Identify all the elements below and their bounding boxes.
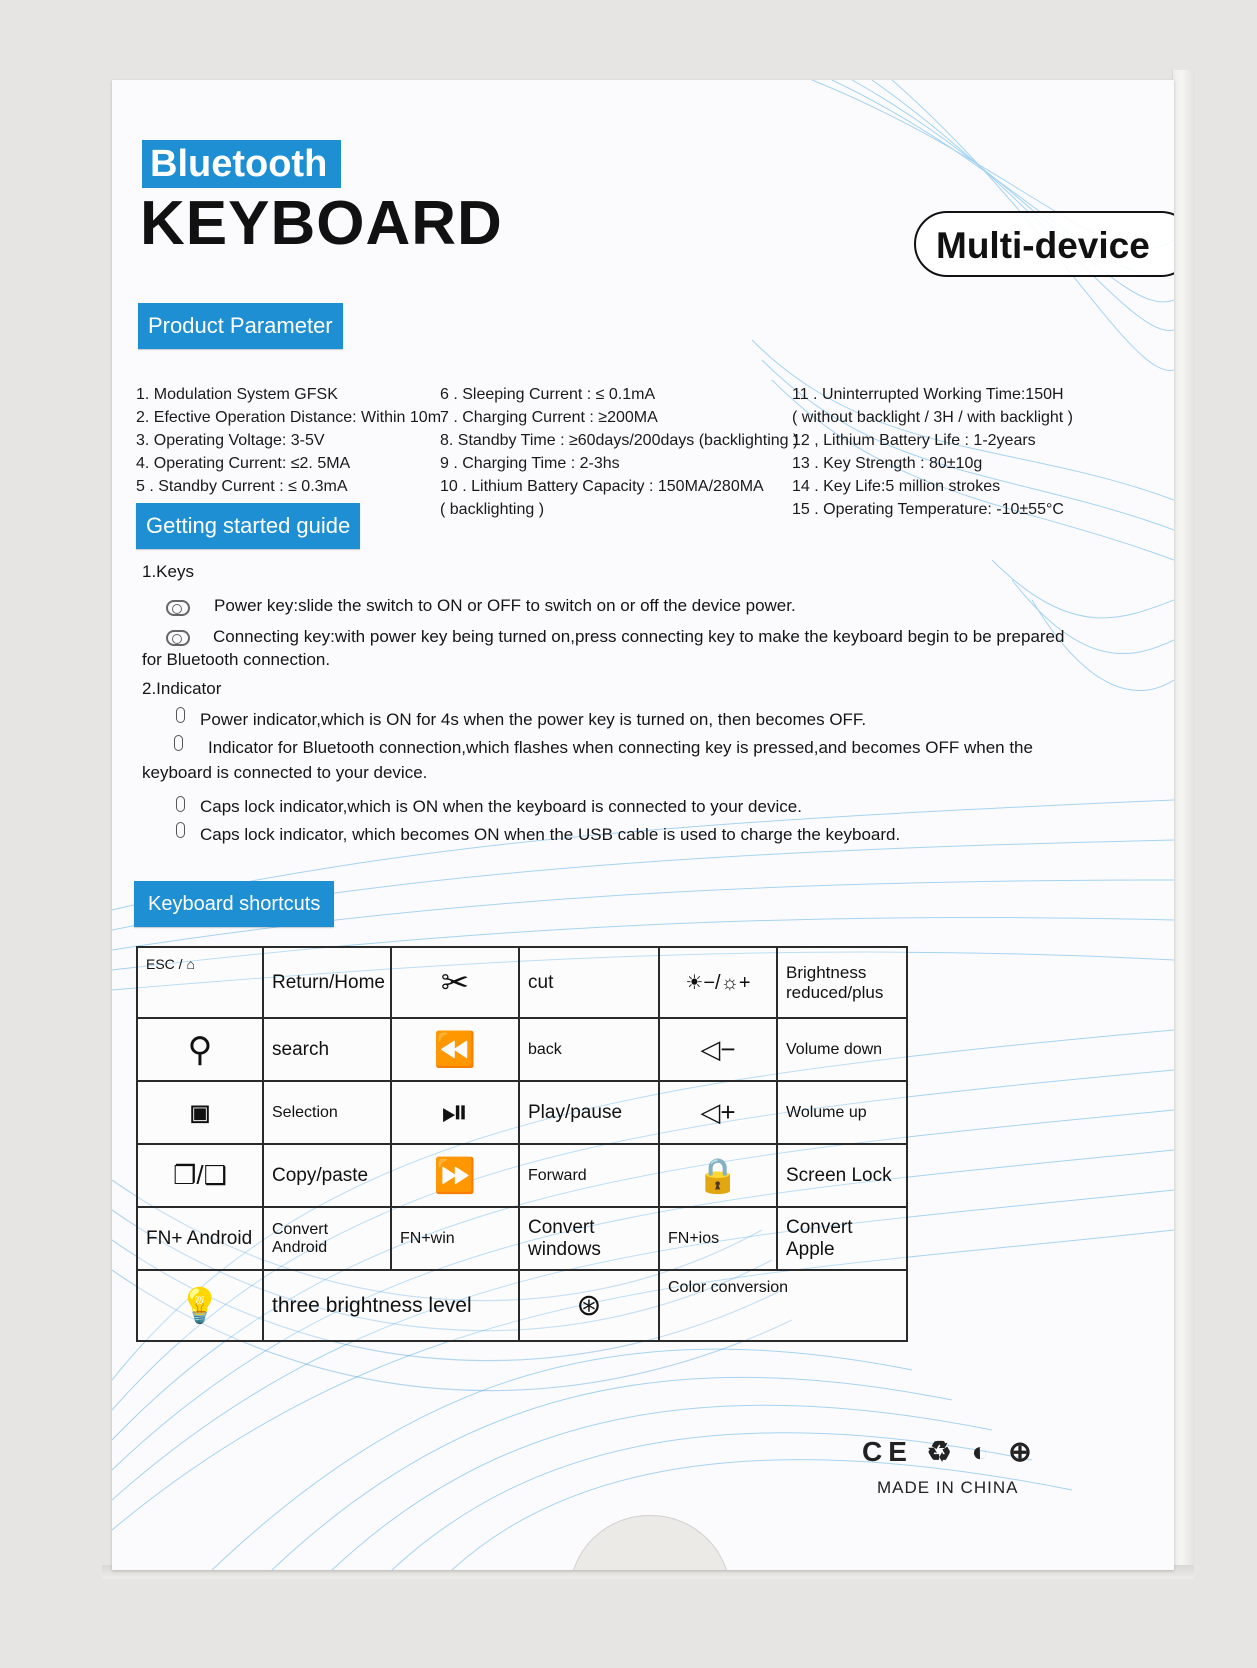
table-row: [137, 1270, 907, 1341]
shortcuts-table: [136, 946, 908, 1342]
fast-forward-icon: ⏩: [391, 1144, 519, 1207]
lock-icon: 🔒: [659, 1144, 777, 1207]
power-indicator-text: Power indicator,which is ON for 4s when the power key is turned on, then becomes OFF.: [200, 710, 867, 729]
bluetooth-indicator-text-cont: keyboard is connected to your device.: [142, 763, 428, 782]
table-row: [137, 947, 907, 1018]
copy-paste-icon: ❐/❑: [137, 1144, 263, 1207]
param-item: 3. Operating Voltage: 3-5V: [136, 432, 325, 449]
fn-win-label: FN+win: [391, 1207, 519, 1270]
indicator-led-icon: [176, 822, 185, 838]
param-item: 10 . Lithium Battery Capacity : 150MA/280MA: [440, 478, 764, 495]
volume-down-label: Volume down: [777, 1018, 907, 1081]
table-row: [137, 1144, 907, 1207]
param-item: 4. Operating Current: ≤2. 5MA: [136, 455, 351, 472]
param-item: ( backlighting ): [440, 501, 545, 518]
param-item: ( without backlight / 3H / with backlight ): [792, 409, 1074, 426]
copy-paste-label: Copy/paste: [263, 1144, 391, 1207]
table-row: [137, 1207, 907, 1270]
rgb-circles-icon: ⊛: [519, 1270, 659, 1341]
cut-label: cut: [519, 947, 659, 1018]
convert-android-label: Convert Android: [263, 1207, 391, 1270]
param-item: 12 , Lithium Battery Life : 1-2years: [792, 432, 1036, 449]
param-item: 11 . Uninterrupted Working Time:150H: [792, 386, 1064, 403]
brightness-icon: ☀−/☼+: [659, 947, 777, 1018]
esc-home-key: [137, 947, 263, 1018]
color-conversion-label: Color conversion: [659, 1270, 907, 1341]
connect-key-icon: [166, 630, 190, 646]
play-pause-label: Play/pause: [519, 1081, 659, 1144]
bluetooth-badge: Bluetooth: [142, 140, 341, 188]
connecting-key-text-cont: for Bluetooth connection.: [142, 650, 331, 669]
keyboard-shortcuts-heading: Keyboard shortcuts: [134, 881, 334, 927]
param-item: 5 . Standby Current : ≤ 0.3mA: [136, 478, 348, 495]
search-label: search: [263, 1018, 391, 1081]
fn-android-label: FN+ Android: [137, 1207, 263, 1270]
box-side-edge: [1172, 70, 1195, 1565]
table-row: [137, 1081, 907, 1144]
keyboard-title: KEYBOARD: [140, 189, 503, 258]
convert-apple-label: Convert Apple: [777, 1207, 907, 1270]
certification-marks: CE ♻ ◐ ⊕: [862, 1436, 1038, 1467]
rewind-icon: ⏪: [391, 1018, 519, 1081]
param-item: 15 . Operating Temperature: -10±55°C: [792, 501, 1064, 518]
param-item: 14 . Key Life:5 million strokes: [792, 478, 1001, 495]
multi-device-label: Multi-device: [914, 211, 1174, 277]
param-item: 9 . Charging Time : 2-3hs: [440, 455, 620, 472]
indicator-title: 2.Indicator: [142, 679, 222, 698]
play-pause-icon: ⏯: [391, 1081, 519, 1144]
table-row: [137, 1018, 907, 1081]
param-item: 8. Standby Time : ≥60days/200days (backlighting ): [440, 432, 799, 449]
package-back-panel: [112, 80, 1174, 1570]
back-label: back: [519, 1018, 659, 1081]
volume-up-label: Wolume up: [777, 1081, 907, 1144]
param-item: 1. Modulation System GFSK: [136, 386, 338, 403]
caps-lock-indicator-text: Caps lock indicator,which is ON when the keyboard is connected to your device.: [200, 797, 802, 816]
indicator-led-icon: [176, 796, 185, 812]
param-column-1: [136, 383, 441, 498]
connecting-key-text: Connecting key:with power key being turned on,press connecting key to make the keyboard begin to be prepared: [213, 627, 1065, 646]
three-brightness-label: three brightness level: [263, 1270, 519, 1341]
screen-lock-label: Screen Lock: [777, 1144, 907, 1207]
brightness-label: Brightness reduced/plus: [777, 947, 907, 1018]
select-all-icon: ▣: [137, 1081, 263, 1144]
volume-up-icon: ◁+: [659, 1081, 777, 1144]
convert-windows-label: Convert windows: [519, 1207, 659, 1270]
made-in-china: MADE IN CHINA: [877, 1478, 1019, 1497]
selection-label: Selection: [263, 1081, 391, 1144]
product-parameter-heading: Product Parameter: [138, 303, 343, 349]
scissors-icon: ✂: [391, 947, 519, 1018]
param-column-3: [792, 383, 1073, 521]
forward-label: Forward: [519, 1144, 659, 1207]
param-item: 13 . Key Strength : 80±10g: [792, 455, 983, 472]
getting-started-heading: Getting started guide: [136, 503, 360, 549]
power-switch-icon: [166, 600, 190, 616]
bulb-icon: 💡: [137, 1270, 263, 1341]
search-icon: ⚲: [137, 1018, 263, 1081]
home-icon: ⌂: [186, 956, 195, 972]
param-item: 7 . Charging Current : ≥200MA: [440, 409, 658, 426]
param-column-2: [440, 383, 798, 521]
esc-label: ESC /: [146, 956, 183, 972]
bluetooth-indicator-text: Indicator for Bluetooth connection,which flashes when connecting key is pressed,and becomes OFF when the: [208, 738, 1033, 757]
param-item: 2. Efective Operation Distance: Within 10m: [136, 409, 442, 426]
fn-ios-label: FN+ios: [659, 1207, 777, 1270]
param-item: 6 . Sleeping Current : ≤ 0.1mA: [440, 386, 656, 403]
return-home-label: Return/Home: [263, 947, 391, 1018]
charge-indicator-text: Caps lock indicator, which becomes ON when the USB cable is used to charge the keyboard.: [200, 825, 901, 844]
indicator-led-icon: [176, 707, 185, 723]
indicator-led-icon: [174, 735, 183, 751]
power-key-text: Power key:slide the switch to ON or OFF to switch on or off the device power.: [214, 596, 796, 615]
volume-down-icon: ◁−: [659, 1018, 777, 1081]
keys-title: 1.Keys: [142, 562, 194, 581]
